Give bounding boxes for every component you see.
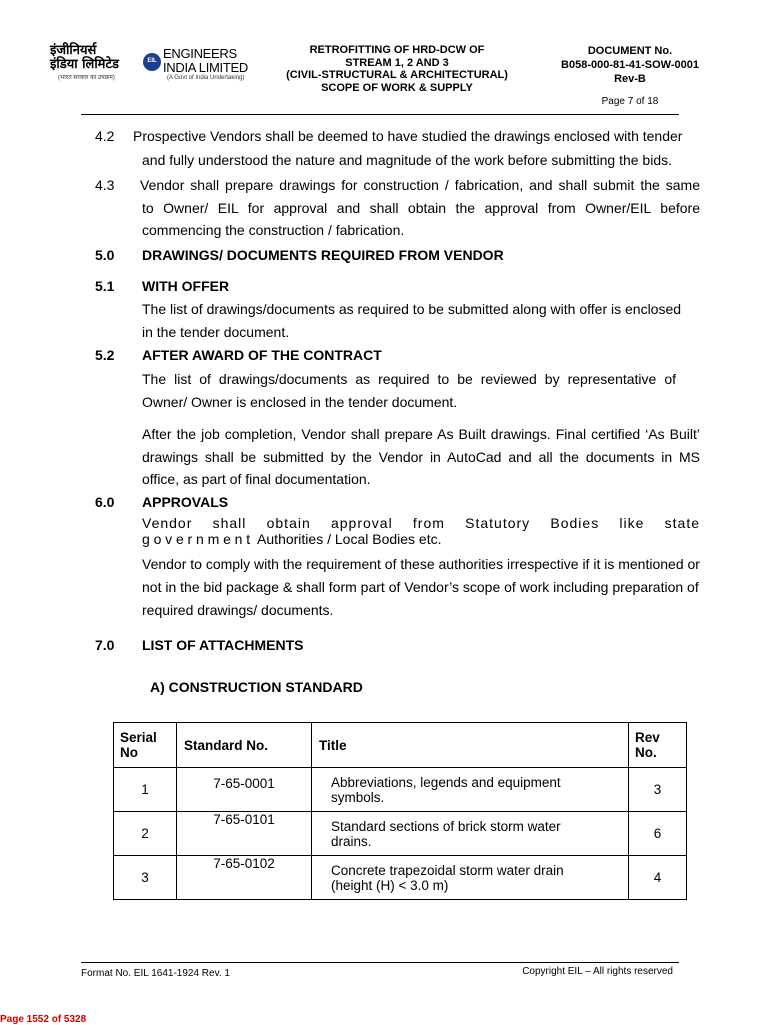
- doc-label: DOCUMENT No.: [587, 45, 673, 57]
- col-standard-no: Standard No.: [177, 723, 312, 768]
- col-title: Title: [312, 723, 629, 768]
- line2-rest: Authorities / Local Bodies etc.: [253, 531, 442, 547]
- section-5-1-line2: in the tender document.: [142, 324, 290, 340]
- section-6-0-p2-line3: required drawings/ documents.: [142, 602, 334, 618]
- section-4-3-line1: Vendor shall prepare drawings for construction / fabrication, and shall submit the same: [140, 177, 700, 193]
- section-5-2-heading: AFTER AWARD OF THE CONTRACT: [142, 347, 382, 363]
- section-5-2-para2-line2: drawings shall be submitted by the Vendor in AutoCad and all the documents in MS: [142, 449, 700, 465]
- logo-hindi-line1: इंजीनियर्स: [50, 43, 97, 58]
- table-row: [114, 768, 687, 812]
- section-7-0-number: 7.0: [95, 637, 115, 653]
- section-4-3-line3: commencing the construction / fabrication.: [142, 222, 405, 238]
- logo-english-line2: INDIA LIMITED: [163, 60, 248, 75]
- section-4-3-line2: to Owner/ EIL for approval and shall obtain the approval from Owner/EIL before: [142, 200, 700, 216]
- section-5-2-line2: Owner/ Owner is enclosed in the tender document.: [142, 394, 458, 410]
- section-7-0-heading: LIST OF ATTACHMENTS: [142, 637, 304, 653]
- cell-title: Standard sections of brick storm water drains.: [312, 812, 629, 856]
- title-line-1: RETROFITTING OF HRD-DCW OF: [309, 44, 485, 56]
- section-5-0-number: 5.0: [95, 247, 115, 263]
- section-5-2-number: 5.2: [95, 347, 115, 363]
- section-4-3-number: 4.3: [95, 177, 115, 193]
- logo-hindi-line2: इंडिया लिमिटेड: [50, 57, 119, 72]
- cell-serial: 3: [114, 856, 177, 900]
- title-line-3: (CIVIL-STRUCTURAL & ARCHITECTURAL): [286, 69, 508, 81]
- section-6-0-heading: APPROVALS: [142, 494, 229, 510]
- logo-hindi-sub: (भारत सरकार का उपक्रम): [58, 75, 115, 81]
- cell-standard: 7-65-0102: [177, 856, 312, 900]
- section-5-1-heading: WITH OFFER: [142, 278, 230, 294]
- section-4-2-line1: Prospective Vendors shall be deemed to have studied the drawings enclosed with tender: [133, 128, 683, 144]
- overall-page-number: Page 1552 of 5328: [0, 1014, 87, 1025]
- cell-standard: 7-65-0101: [177, 812, 312, 856]
- cell-standard: 7-65-0001: [177, 768, 312, 812]
- spaced-word: government: [142, 531, 254, 547]
- construction-standard-heading: A) CONSTRUCTION STANDARD: [150, 679, 363, 695]
- logo-english-line1: ENGINEERS: [163, 46, 237, 61]
- section-5-2-para2-line1: After the job completion, Vendor shall prepare As Built drawings. Final certified ‘As Built’: [142, 426, 700, 442]
- cell-serial: 1: [114, 768, 177, 812]
- table-row: [114, 812, 687, 856]
- logo-english-sub: (A Govt of India Undertaking): [167, 75, 245, 81]
- section-4-2-number: 4.2: [95, 128, 115, 144]
- doc-revision: Rev-B: [614, 73, 646, 85]
- eil-logo: [50, 44, 270, 94]
- cell-rev: 4: [629, 856, 687, 900]
- table-row: [114, 856, 687, 900]
- document-title: [262, 44, 532, 94]
- cell-serial: 2: [114, 812, 177, 856]
- section-5-0-heading: DRAWINGS/ DOCUMENTS REQUIRED FROM VENDOR: [142, 247, 504, 263]
- section-6-0-line2: [142, 531, 700, 547]
- cell-rev: 3: [629, 768, 687, 812]
- section-6-0-line1: Vendor shall obtain approval from Statutory Bodies like state: [142, 515, 700, 531]
- eil-emblem-icon: EIL: [143, 53, 161, 71]
- section-5-1-number: 5.1: [95, 278, 115, 294]
- cell-title: Concrete trapezoidal storm water drain (height (H) < 3.0 m): [312, 856, 629, 900]
- footer-divider: [81, 962, 679, 963]
- title-line-2: STREAM 1, 2 AND 3: [345, 56, 449, 69]
- doc-page-number: Page 7 of 18: [601, 96, 659, 107]
- copyright: Copyright EIL – All rights reserved: [522, 966, 673, 977]
- section-5-2-para2-line3: office, as part of final documentation.: [142, 471, 371, 487]
- construction-standard-table: [113, 722, 687, 900]
- section-5-1-line1: The list of drawings/documents as required to be submitted along with offer is enclosed: [142, 301, 682, 317]
- title-line-4: SCOPE OF WORK & SUPPLY: [321, 81, 473, 94]
- section-5-2-line1: The list of drawings/documents as required to be reviewed by representative of: [142, 371, 676, 387]
- section-6-0-p2-line2: not in the bid package & shall form part of Vendor’s scope of work including preparation of: [142, 579, 699, 595]
- cell-rev: 6: [629, 812, 687, 856]
- doc-number: B058-000-81-41-SOW-0001: [561, 59, 699, 71]
- cell-title: Abbreviations, legends and equipment symbols.: [312, 768, 629, 812]
- document-number-block: [540, 44, 720, 86]
- section-4-2-line2: and fully understood the nature and magnitude of the work before submitting the bids.: [142, 152, 673, 168]
- table-header-row: [114, 723, 687, 768]
- section-6-0-number: 6.0: [95, 494, 115, 510]
- header-divider: [81, 114, 679, 115]
- format-number: Format No. EIL 1641-1924 Rev. 1: [81, 968, 230, 979]
- col-serial-no: Serial No: [114, 723, 177, 768]
- col-rev-no: Rev No.: [629, 723, 687, 768]
- section-6-0-p2-line1: Vendor to comply with the requirement of these authorities irrespective if it is mentioned or: [142, 556, 700, 572]
